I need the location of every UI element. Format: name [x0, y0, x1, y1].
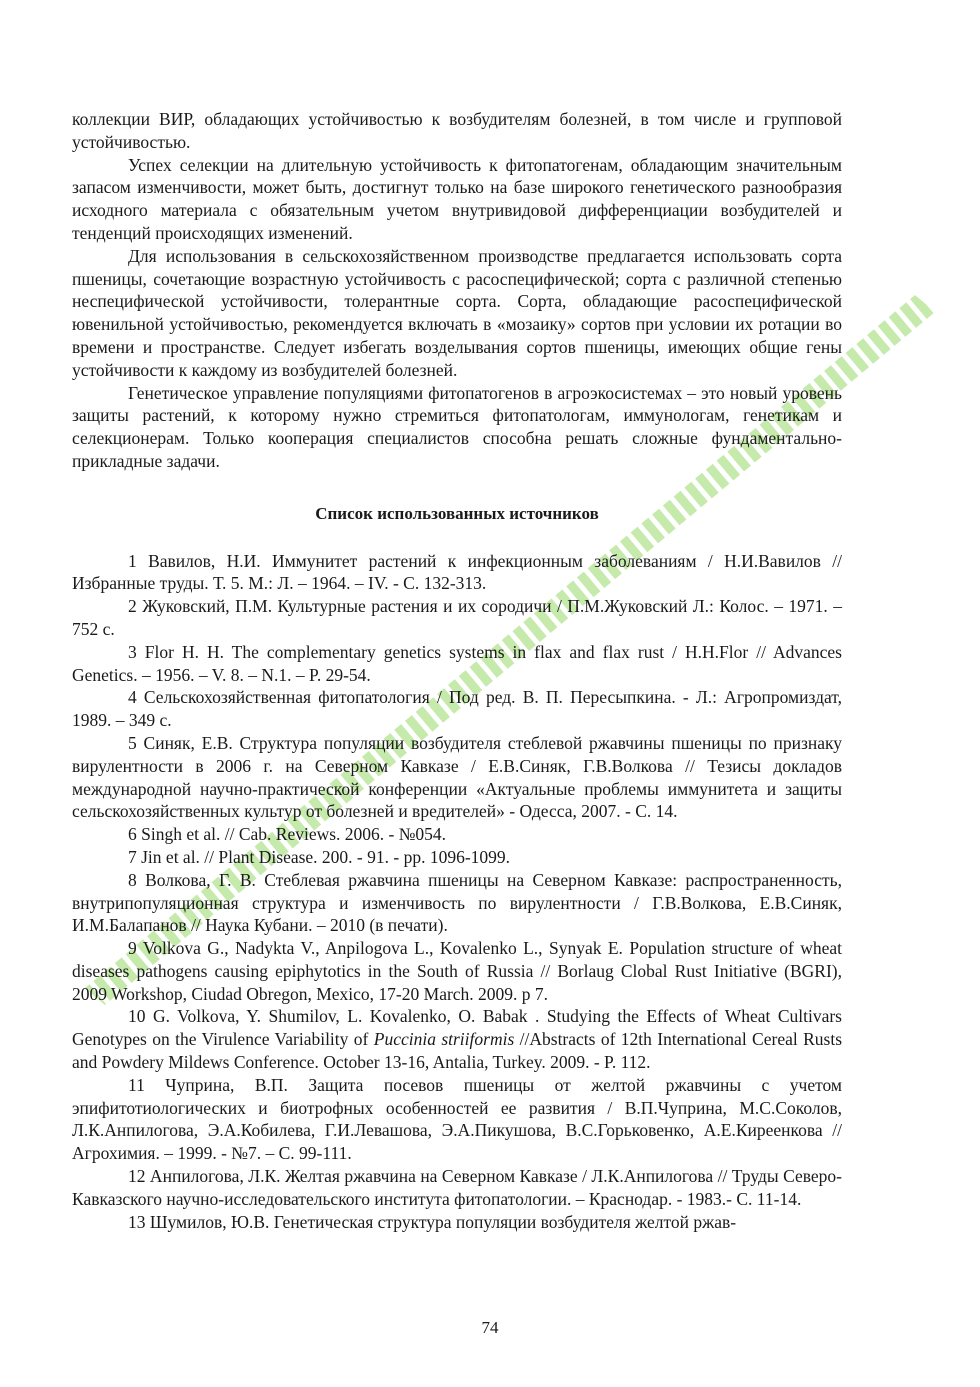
reference-item: 11 Чуприна, В.П. Защита посевов пшеницы от желтой ржавчины с учетом эпифитотиологических и биотрофных особенностей ее развития / В.П.Чуприна, М.С.Соколов, Л.К.Анпилогова, Э.А.Кобилева, Г.И.Левашова, Э.А.Пикушова, В.С.Горьковенко, А.Е.Киреенкова // Агрохимия. – 1999. - №7. – С. 99-111. [72, 1074, 842, 1164]
reference-item: 5 Синяк, Е.В. Структура популяции возбудителя стеблевой ржавчины пшеницы по признаку вирулентности в 2006 г. на Северном Кавказе / Е.В.Синяк, Г.В.Волкова // Тезисы докладов международной научно-практической конференции «Актуальные проблемы иммунитета и защиты сельскохозяйственных культур от болезней и вредителей» - Одесса, 2007. - С. 14. [72, 732, 842, 822]
reference-item: 2 Жуковский, П.М. Культурные растения и их сородичи / П.М.Жуковский Л.: Колос. – 1971. – 752 с. [72, 596, 842, 639]
reference-item: 4 Сельскохозяйственная фитопатология / Под ред. В. П. Пересыпкина. - Л.: Агропромиздат, 1989. – 349 с. [72, 687, 842, 731]
reference-item: 9 Volkova G., Nadykta V., Anpilogova L., Kovalenko L., Synyak E. Population structure of wheat diseases pathogens causing epiphytotics in the South of Russia // Borlaug Clobal Rust Initiative (BGRI), 2009 Workshop, Ciudad Obregon, Mexico, 17-20 March. 2009. p 7. [72, 938, 842, 1004]
page-number: 74 [481, 1318, 499, 1337]
reference-item: 3 Flor H. H. The complementary genetics systems in flax and flax rust / H.H.Flor // Advances Genetics. – 1956. – V. 8. – N.1. – P. 29-54. [72, 641, 842, 685]
reference-text: 10 G. Volkova, Y. Shumilov, L. Kovalenko, O. Babak . Studying the Effects of Wheat Cultivars Genotypes on the Virulence Variability of [72, 1006, 842, 1050]
reference-item: 6 Singh et al. // Cab. Reviews. 2006. - №054. [128, 824, 447, 845]
reference-item: 8 Волкова, Г. В. Стеблевая ржавчина пшеницы на Северном Кавказе: распространенность, внутрипопуляционная структура и изменчивость по вирулентности / Г.В.Волкова, Е.В.Синяк, И.М.Балапанов // Наука Кубани. – 2010 (в печати). [72, 869, 842, 936]
reference-item: 13 Шумилов, Ю.В. Генетическая структура популяции возбудителя желтой ржав- [128, 1211, 737, 1232]
reference-italic-text: Puccinia striiformis [373, 1029, 515, 1050]
reference-item: 1 Вавилов, Н.И. Иммунитет растений к инфекционным заболеваниям / Н.И.Вавилов // Избранные труды. Т. 5. М.: Л. – 1964. – IV. - С. 132-313. [72, 550, 842, 594]
references-heading: Список использованных источников [315, 503, 599, 523]
body-paragraph: коллекции ВИР, обладающих устойчивостью к возбудителям болезней, в том числе и групповой устойчивостью. [72, 109, 842, 152]
document-page [72, 108, 842, 1233]
body-paragraph: Для использования в сельскохозяйственном производстве предлагается использовать сорта пшеницы, сочетающие возрастную устойчивость с расоспецифической; сорта с различной степенью неспецифической устойчивости, толерантные сорта. Сорта, обладающие расоспецифической ювенильной устойчивостью, рекомендуется включать в «мозаику» сортов при условии их ротации во времени и пространстве. Следует избегать возделывания сортов пшеницы, имеющих общие гены устойчивости к каждому из возбудителей болезней. [72, 245, 842, 380]
reference-text: //Abstracts of 12th International Cereal Rusts and Powdery Mildews Conference. October 13-16, Antalia, Turkey. 2009. - P. 112. [72, 1029, 843, 1073]
body-paragraph: Генетическое управление популяциями фитопатогенов в агроэкосистемах – это новый уровень защиты растений, к которому нужно стремиться фитопатологам, иммунологам, генетикам и селекционерам. Только кооперация специалистов способна решать сложные фундаментально-прикладные задачи. [72, 382, 842, 471]
reference-item: 12 Анпилогова, Л.К. Желтая ржавчина на Северном Кавказе / Л.К.Анпилогова // Труды Северо-Кавказского научно-исследовательского института фитопатологии. – Краснодар. - 1983.- С. 11-14. [72, 1166, 842, 1209]
reference-item [72, 1005, 842, 1073]
body-paragraph: Успех селекции на длительную устойчивость к фитопатогенам, обладающим значительным запасом изменчивости, может быть, достигнут только на базе широкого генетического разнообразия исходного материала с обязательным учетом внутривидовой дифференциации возбудителей и тенденций происходящих изменений. [72, 154, 842, 243]
reference-item: 7 Jin et al. // Plant Disease. 200. - 91. - pp. 1096-1099. [128, 846, 511, 867]
references-list [72, 550, 842, 1234]
